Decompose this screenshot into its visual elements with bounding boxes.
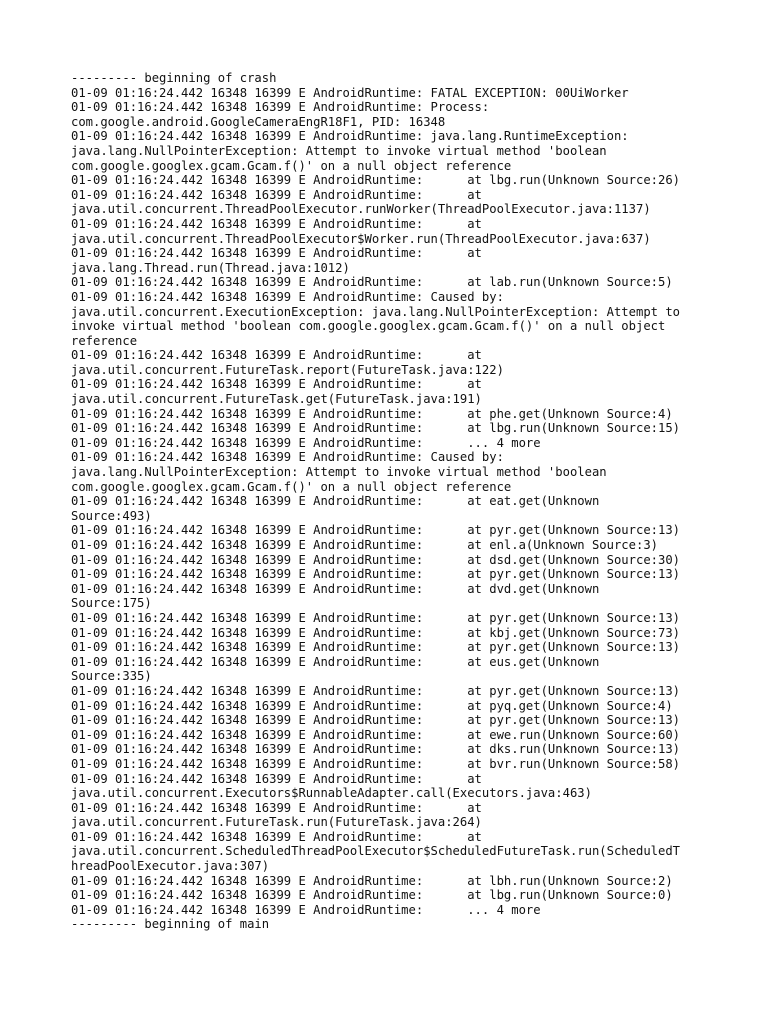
log-line: java.util.concurrent.ScheduledThreadPoolExecutor$ScheduledFutureTask.run(ScheduledT (71, 844, 681, 859)
crash-log-text (71, 71, 761, 932)
log-line: 01-09 01:16:24.442 16348 16399 E AndroidRuntime: Caused by: (71, 289, 504, 304)
log-line: 01-09 01:16:24.442 16348 16399 E AndroidRuntime: java.lang.RuntimeException: (71, 129, 629, 144)
log-line: com.google.android.GoogleCameraEngR18F1, PID: 16348 (71, 114, 446, 129)
log-line: 01-09 01:16:24.442 16348 16399 E AndroidRuntime: at phe.get(Unknown Source:4) (71, 406, 673, 421)
log-line: 01-09 01:16:24.442 16348 16399 E AndroidRuntime: at lbh.run(Unknown Source:2) (71, 873, 673, 888)
log-line: 01-09 01:16:24.442 16348 16399 E AndroidRuntime: Caused by: (71, 450, 504, 465)
log-line: 01-09 01:16:24.442 16348 16399 E AndroidRuntime: at dks.run(Unknown Source:13) (71, 742, 681, 757)
log-line: 01-09 01:16:24.442 16348 16399 E AndroidRuntime: at lbg.run(Unknown Source:0) (71, 888, 673, 903)
log-line: java.util.concurrent.FutureTask.get(FutureTask.java:191) (71, 392, 482, 407)
log-line: 01-09 01:16:24.442 16348 16399 E AndroidRuntime: at kbj.get(Unknown Source:73) (71, 625, 681, 640)
log-line: hreadPoolExecutor.java:307) (71, 859, 270, 874)
log-line: 01-09 01:16:24.442 16348 16399 E AndroidRuntime: FATAL EXCEPTION: 00UiWorker (71, 85, 629, 100)
log-line: 01-09 01:16:24.442 16348 16399 E AndroidRuntime: at bvr.run(Unknown Source:58) (71, 756, 681, 771)
log-line: java.util.concurrent.FutureTask.report(FutureTask.java:122) (71, 362, 504, 377)
log-line: java.util.concurrent.ThreadPoolExecutor$Worker.run(ThreadPoolExecutor.java:637) (71, 231, 651, 246)
log-line: Source:493) (71, 508, 152, 523)
log-line: Source:175) (71, 596, 152, 611)
log-line: 01-09 01:16:24.442 16348 16399 E AndroidRuntime: at eus.get(Unknown (71, 654, 600, 669)
log-line: 01-09 01:16:24.442 16348 16399 E AndroidRuntime: at lbg.run(Unknown Source:26) (71, 173, 681, 188)
log-line: com.google.googlex.gcam.Gcam.f()' on a null object reference (71, 479, 512, 494)
log-line: reference (71, 333, 138, 348)
log-line: java.lang.NullPointerException: Attempt to invoke virtual method 'boolean (71, 143, 607, 158)
log-line: 01-09 01:16:24.442 16348 16399 E AndroidRuntime: at (71, 216, 482, 231)
log-line: 01-09 01:16:24.442 16348 16399 E AndroidRuntime: at (71, 829, 482, 844)
log-line: --------- beginning of crash (71, 71, 277, 85)
log-line: 01-09 01:16:24.442 16348 16399 E AndroidRuntime: at (71, 771, 482, 786)
log-line: java.util.concurrent.Executors$RunnableAdapter.call(Executors.java:463) (71, 786, 592, 801)
log-line: 01-09 01:16:24.442 16348 16399 E AndroidRuntime: at ewe.run(Unknown Source:60) (71, 727, 681, 742)
log-line: com.google.googlex.gcam.Gcam.f()' on a null object reference (71, 158, 512, 173)
log-line: --------- beginning of main (71, 917, 270, 932)
log-line: java.util.concurrent.ExecutionException: java.lang.NullPointerException: Attempt to (71, 304, 681, 319)
log-line: java.util.concurrent.ThreadPoolExecutor.runWorker(ThreadPoolExecutor.java:1137) (71, 202, 651, 217)
log-line: 01-09 01:16:24.442 16348 16399 E AndroidRuntime: at lbg.run(Unknown Source:15) (71, 421, 681, 436)
log-line: 01-09 01:16:24.442 16348 16399 E AndroidRuntime: at pyr.get(Unknown Source:13) (71, 683, 681, 698)
log-line: 01-09 01:16:24.442 16348 16399 E AndroidRuntime: at dvd.get(Unknown (71, 581, 600, 596)
log-line: java.util.concurrent.FutureTask.run(FutureTask.java:264) (71, 815, 482, 830)
log-line: 01-09 01:16:24.442 16348 16399 E AndroidRuntime: at (71, 377, 482, 392)
log-line: 01-09 01:16:24.442 16348 16399 E AndroidRuntime: at lab.run(Unknown Source:5) (71, 275, 673, 290)
log-line: 01-09 01:16:24.442 16348 16399 E AndroidRuntime: at enl.a(Unknown Source:3) (71, 538, 658, 552)
log-line: 01-09 01:16:24.442 16348 16399 E AndroidRuntime: ... 4 more (71, 902, 541, 917)
log-line: 01-09 01:16:24.442 16348 16399 E AndroidRuntime: at pyq.get(Unknown Source:4) (71, 698, 673, 713)
log-line: 01-09 01:16:24.442 16348 16399 E AndroidRuntime: at (71, 246, 482, 261)
log-line: 01-09 01:16:24.442 16348 16399 E AndroidRuntime: at pyr.get(Unknown Source:13) (71, 610, 681, 625)
log-line: java.lang.NullPointerException: Attempt to invoke virtual method 'boolean (71, 465, 607, 480)
log-line: 01-09 01:16:24.442 16348 16399 E AndroidRuntime: at pyr.get(Unknown Source:13) (71, 713, 681, 728)
log-line: 01-09 01:16:24.442 16348 16399 E AndroidRuntime: at pyr.get(Unknown Source:13) (71, 567, 681, 582)
log-line: 01-09 01:16:24.442 16348 16399 E AndroidRuntime: Process: (71, 100, 490, 115)
log-line: 01-09 01:16:24.442 16348 16399 E AndroidRuntime: at pyr.get(Unknown Source:13) (71, 640, 681, 655)
log-line: 01-09 01:16:24.442 16348 16399 E AndroidRuntime: at dsd.get(Unknown Source:30) (71, 552, 681, 567)
log-line: 01-09 01:16:24.442 16348 16399 E AndroidRuntime: at (71, 800, 482, 815)
log-line: 01-09 01:16:24.442 16348 16399 E AndroidRuntime: at eat.get(Unknown (71, 494, 600, 509)
log-line: 01-09 01:16:24.442 16348 16399 E AndroidRuntime: at pyr.get(Unknown Source:13) (71, 523, 681, 538)
log-line: java.lang.Thread.run(Thread.java:1012) (71, 260, 350, 275)
log-line: invoke virtual method 'boolean com.google.googlex.gcam.Gcam.f()' on a null object (71, 319, 666, 334)
log-line: 01-09 01:16:24.442 16348 16399 E AndroidRuntime: ... 4 more (71, 435, 541, 450)
log-line: 01-09 01:16:24.442 16348 16399 E AndroidRuntime: at (71, 187, 482, 202)
log-line: Source:335) (71, 669, 152, 684)
log-line: 01-09 01:16:24.442 16348 16399 E AndroidRuntime: at (71, 348, 482, 363)
